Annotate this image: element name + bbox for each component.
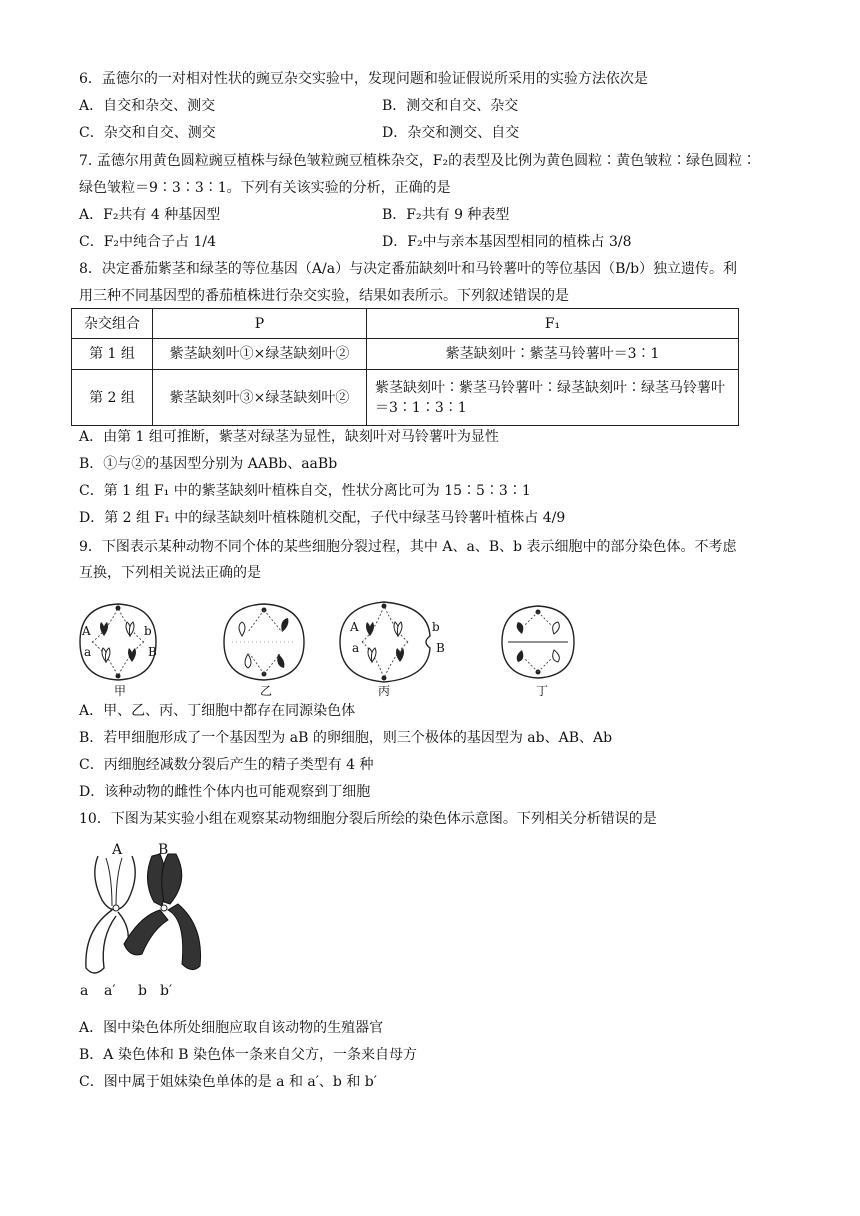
q7-option-b: B．F₂共有 9 种表型: [382, 207, 510, 223]
cell-ding: [502, 606, 574, 678]
table-cell: 紫茎缺刻叶③×绿茎缺刻叶②: [153, 370, 367, 426]
q6-option-a: A．自交和杂交、测交: [79, 98, 216, 114]
table-header-cross: 杂交组合: [72, 309, 153, 339]
table-cell: 紫茎缺刻叶①×绿茎缺刻叶②: [153, 339, 367, 370]
cell-label-bing: 丙: [378, 684, 391, 698]
cross-results-table: [71, 308, 739, 426]
q10-option-c: C．图中属于姐妹染色单体的是 a 和 a′、b 和 b′: [79, 1074, 377, 1090]
q8-option-b: B．①与②的基因型分别为 AABb、aaBb: [79, 456, 338, 472]
cell-label-ding: 丁: [536, 684, 549, 698]
q8-option-c: C．第 1 组 F₁ 中的紫茎缺刻叶植株自交，性状分离比可为 15∶5∶3∶1: [79, 483, 531, 499]
q7-option-a: A．F₂共有 4 种基因型: [79, 207, 221, 223]
table-row: [72, 370, 739, 426]
chromosome-label-b: B: [158, 842, 169, 858]
gene-label: a: [84, 645, 92, 659]
gene-label: b: [432, 620, 440, 634]
cell-label-jia: 甲: [114, 684, 127, 698]
gene-label: B: [436, 641, 445, 655]
q8-stem-line2: 用三种不同基因型的番茄植株进行杂交实验，结果如表所示。下列叙述错误的是: [79, 288, 569, 304]
q7-stem-line2: 绿色皱粒＝9∶3∶3∶1。下列有关该实验的分析，正确的是: [79, 180, 451, 196]
q10-option-b: B．A 染色体和 B 染色体一条来自父方，一条来自母方: [79, 1047, 418, 1063]
q7-option-d: D．F₂中与亲本基因型相同的植株占 3/8: [382, 234, 632, 250]
gene-label: B: [148, 645, 157, 659]
q6-stem: 6．孟德尔的一对相对性状的豌豆杂交实验中，发现问题和验证假说所采用的实验方法依次是: [79, 71, 648, 87]
q6-option-c: C．杂交和自交、测交: [79, 125, 216, 141]
table-cell-line1: 紫茎缺刻叶∶紫茎马铃薯叶∶绿茎缺刻叶∶绿茎马铃薯叶: [375, 379, 725, 396]
q8-option-a: A．由第 1 组可推断，紫茎对绿茎为显性，缺刻叶对马铃薯叶为显性: [79, 429, 499, 445]
q8-option-d: D．第 2 组 F₁ 中的绿茎缺刻叶植株随机交配，子代中绿茎马铃薯叶植株占 4/9: [79, 510, 566, 526]
table-cell-line2: ＝3∶1∶3∶1: [375, 399, 467, 416]
table-row: [72, 339, 739, 370]
q7-option-c: C．F₂中纯合子占 1/4: [79, 234, 217, 250]
chromosome-a: [86, 856, 138, 973]
q6-option-b: B．测交和自交、杂交: [382, 98, 519, 114]
table-cell: 第 2 组: [72, 370, 153, 426]
gene-label: a: [352, 641, 360, 655]
cell-jia: [80, 604, 156, 680]
gene-label: A: [350, 620, 359, 634]
q7-stem-line1: 7. 孟德尔用黄色圆粒豌豆植株与绿色皱粒豌豆植株杂交，F₂的表型及比例为黄色圆粒∶黄色皱粒∶绿色圆粒∶: [79, 153, 757, 169]
chromatid-label: b′: [160, 983, 173, 999]
cell-division-figure: [72, 592, 612, 696]
chromatid-label: b: [138, 983, 147, 999]
table-header-p: P: [153, 309, 367, 339]
table-cell: 第 1 组: [72, 339, 153, 370]
q10-stem: 10．下图为某实验小组在观察某动物细胞分裂后所绘的染色体示意图。下列相关分析错误的是: [79, 811, 657, 827]
q10-option-a: A．图中染色体所处细胞应取自该动物的生殖器官: [79, 1020, 384, 1036]
table-cell: 紫茎缺刻叶∶紫茎马铃薯叶＝3∶1: [367, 339, 739, 370]
cell-yi: [224, 604, 304, 680]
gene-label: b: [144, 624, 152, 638]
q9-option-a: A．甲、乙、丙、丁细胞中都存在同源染色体: [79, 703, 356, 719]
chromosome-figure: [76, 840, 206, 985]
q9-option-d: D．该种动物的雌性个体内也可能观察到丁细胞: [79, 784, 371, 800]
q9-option-c: C．丙细胞经减数分裂后产生的精子类型有 4 种: [79, 757, 374, 773]
q6-option-d: D．杂交和测交、自交: [382, 125, 520, 141]
gene-label: A: [82, 624, 91, 638]
chromosome-label-a: A: [112, 842, 123, 858]
q8-stem-line1: 8．决定番茄紫茎和绿茎的等位基因（A/a）与决定番茄缺刻叶和马铃薯叶的等位基因（B/b）独立遗传。利: [79, 261, 738, 277]
chromatid-label: a: [80, 983, 89, 999]
q9-stem-line1: 9．下图表示某种动物不同个体的某些细胞分裂过程，其中 A、a、B、b 表示细胞中的部分染色体。不考虑: [79, 539, 737, 555]
q9-option-b: B．若甲细胞形成了一个基因型为 aB 的卵细胞，则三个极体的基因型为 ab、AB、Ab: [79, 730, 613, 746]
q9-stem-line2: 互换，下列相关说法正确的是: [79, 565, 261, 581]
table-header-f1: F₁: [367, 309, 739, 339]
table-cell: [367, 370, 739, 426]
cell-label-yi: 乙: [260, 684, 273, 698]
chromatid-label: a′: [104, 983, 116, 999]
